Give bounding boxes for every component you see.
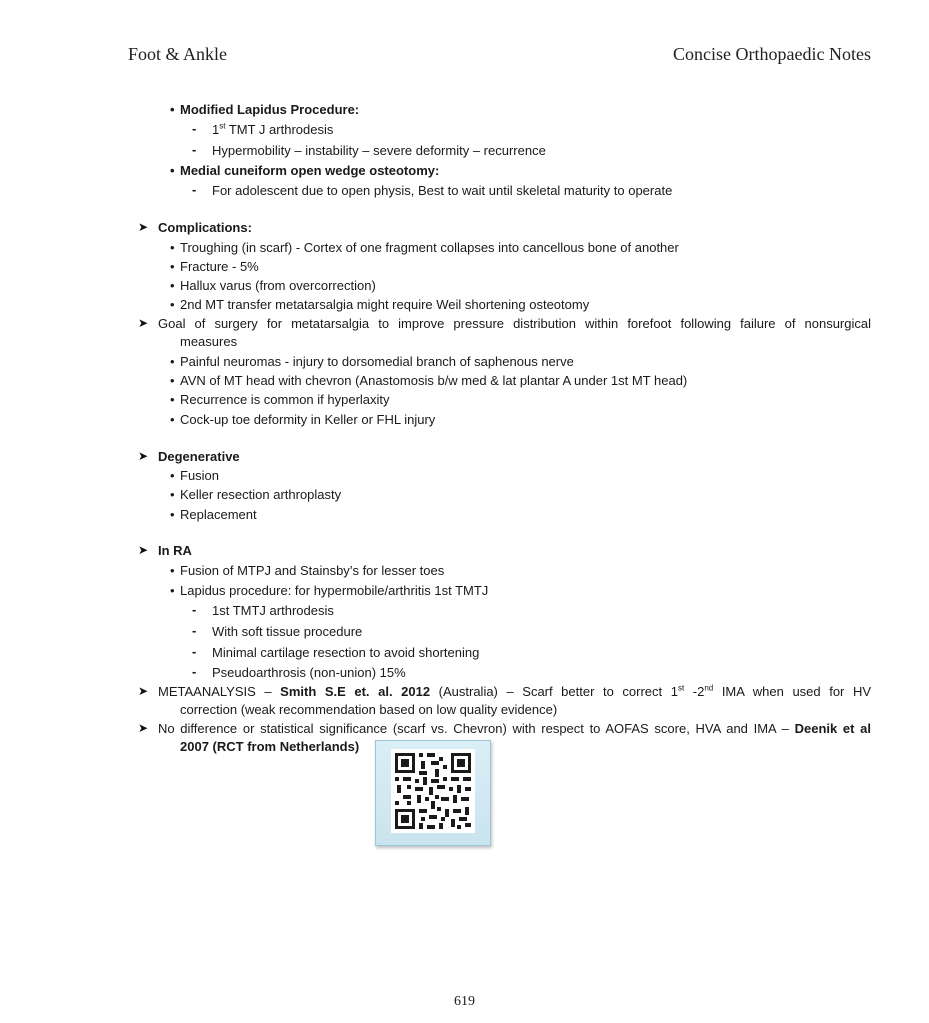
header-book-title: Concise Orthopaedic Notes <box>673 44 871 64</box>
complication-item: • 2nd MT transfer metatarsalgia might require Weil shortening osteotomy <box>170 296 589 314</box>
goal-item: • Painful neuromas - injury to dorsomedial branch of saphenous nerve <box>170 353 574 371</box>
ra-subitem: 1st TMTJ arthrodesis <box>212 603 334 618</box>
arrow-bullet-icon: ➤ <box>138 449 149 463</box>
goal-item: • Recurrence is common if hyperlaxity <box>170 391 390 409</box>
goal-text-line-1: Goal of surgery for metatarsalgia to improve pressure distribution within forefoot following failure of nonsurgical <box>158 316 871 331</box>
degenerative-item: • Replacement <box>170 506 257 524</box>
page-number: 619 <box>454 994 475 1009</box>
degenerative-title: Degenerative <box>158 449 240 464</box>
nodiff-line-1: No difference or statistical significance (scarf vs. Chevron) with respect to AOFAS score, HVA and IMA – Deenik et al <box>158 721 871 736</box>
complication-item: • Troughing (in scarf) - Cortex of one fragment collapses into cancellous bone of another <box>170 239 679 257</box>
lapidus-title: • Modified Lapidus Procedure: <box>170 101 359 119</box>
arrow-bullet-icon: ➤ <box>138 220 149 234</box>
ra-title: In RA <box>158 543 192 558</box>
goal-item: • AVN of MT head with chevron (Anastomosis b/w med & lat plantar A under 1st MT head) <box>170 372 687 390</box>
arrow-bullet-icon: ➤ <box>138 721 149 735</box>
arrow-bullet-icon: ➤ <box>138 316 149 330</box>
ra-subitem: With soft tissue procedure <box>212 624 363 639</box>
qr-code-image <box>375 740 491 846</box>
arrow-bullet-icon: ➤ <box>138 543 149 557</box>
ra-subitem: Minimal cartilage resection to avoid shortening <box>212 645 480 660</box>
lapidus-item-2: Hypermobility – instability – severe deformity – recurrence <box>212 143 546 158</box>
cuneiform-title: • Medial cuneiform open wedge osteotomy: <box>170 162 439 180</box>
cuneiform-item-1: For adolescent due to open physis, Best to wait until skeletal maturity to operate <box>212 183 673 198</box>
dash-icon: - <box>192 602 197 617</box>
dash-icon: - <box>192 623 197 638</box>
complication-item: • Fracture - 5% <box>170 258 259 276</box>
dash-icon: - <box>192 182 197 197</box>
goal-text-line-2: measures <box>180 334 238 349</box>
complications-title: Complications: <box>158 220 252 235</box>
metaanalysis-line-2: correction (weak recommendation based on low quality evidence) <box>180 702 558 717</box>
header-book-section: Foot & Ankle <box>128 44 228 64</box>
complication-item: • Hallux varus (from overcorrection) <box>170 277 376 295</box>
dash-icon: - <box>192 664 197 679</box>
ra-item: • Lapidus procedure: for hypermobile/arthritis 1st TMTJ <box>170 582 488 600</box>
arrow-bullet-icon: ➤ <box>138 684 149 698</box>
dash-icon: - <box>192 142 197 157</box>
degenerative-item: • Fusion <box>170 467 219 485</box>
dash-icon: - <box>192 121 197 136</box>
ra-item: • Fusion of MTPJ and Stainsby’s for lesser toes <box>170 562 444 580</box>
dash-icon: - <box>192 644 197 659</box>
degenerative-item: • Keller resection arthroplasty <box>170 486 341 504</box>
metaanalysis-line-1: METAANALYSIS – Smith S.E et. al. 2012 (Australia) – Scarf better to correct 1st -2nd IMA when used for HV <box>158 683 872 699</box>
lapidus-item-1: 1st TMT J arthrodesis <box>212 121 334 137</box>
nodiff-line-2: 2007 (RCT from Netherlands) <box>180 739 360 754</box>
qr-code-icon <box>391 749 475 833</box>
ra-subitem: Pseudoarthrosis (non-union) 15% <box>212 665 406 680</box>
goal-item: • Cock-up toe deformity in Keller or FHL injury <box>170 411 435 429</box>
